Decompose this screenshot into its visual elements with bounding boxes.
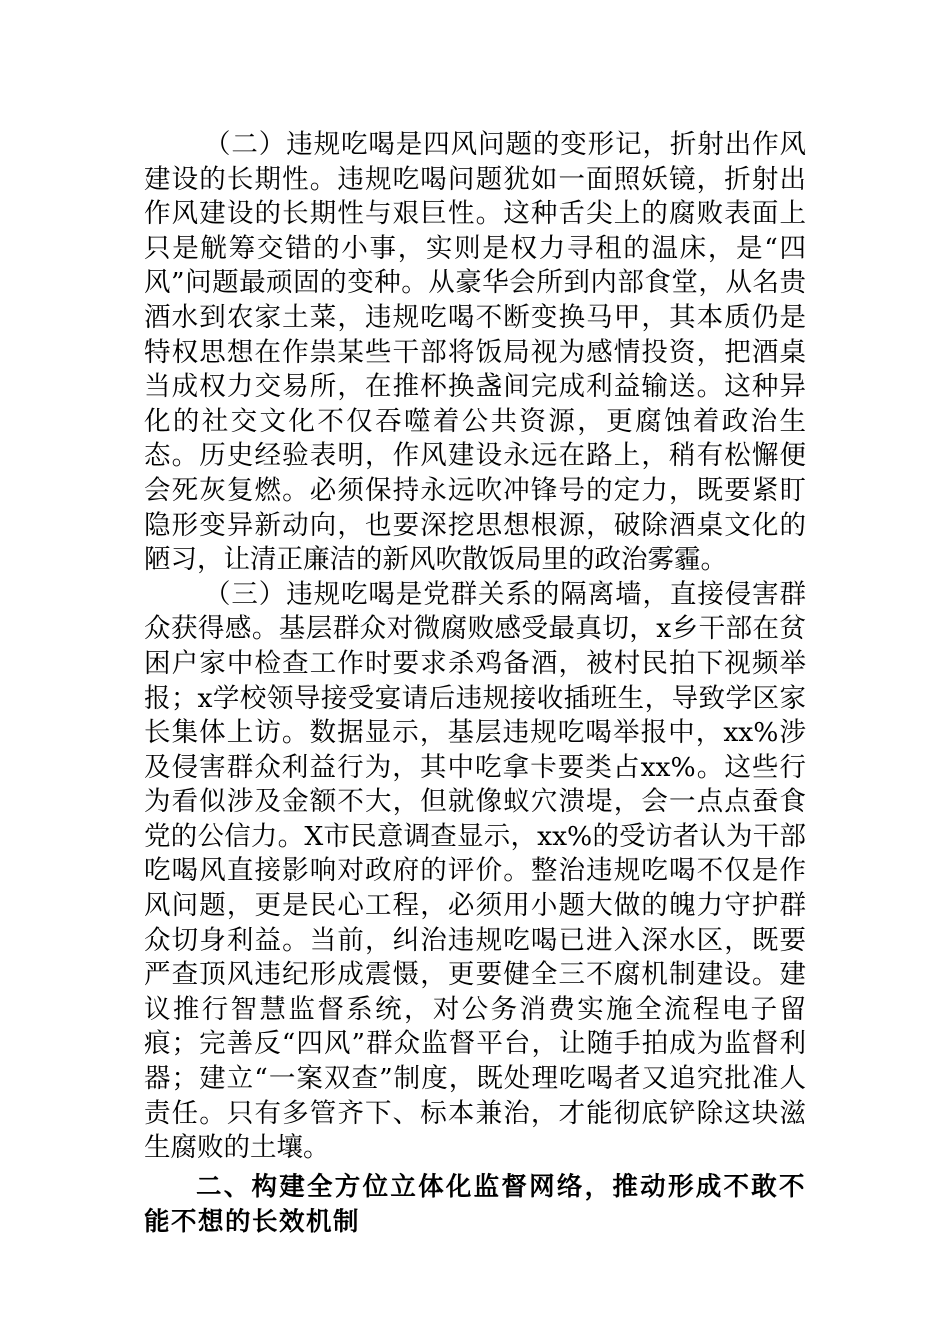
document-page	[144, 128, 806, 1240]
paragraph-section-three: （三）违规吃喝是党群关系的隔离墙，直接侵害群众获得感。基层群众对微腐败感受最真切，x乡干部在贫困户家中检查工作时要求杀鸡备酒，被村民拍下视频举报；x学校领导接受宴请后违规接收插班生，导致学区家长集体上访。数据显示，基层违规吃喝举报中，xx%涉及侵害群众利益行为，其中吃拿卡要类占xx%。这些行为看似涉及金额不大，但就像蚁穴溃堤，会一点点蚕食党的公信力。X市民意调查显示，xx%的受访者认为干部吃喝风直接影响对政府的评价。整治违规吃喝不仅是作风问题，更是民心工程，必须用小题大做的魄力守护群众切身利益。当前，纠治违规吃喝已进入深水区，既要严查顶风违纪形成震慑，更要健全三不腐机制建设。建议推行智慧监督系统，对公务消费实施全流程电子留痕；完善反“四风”群众监督平台，让随手拍成为监督利器；建立“一案双查”制度，既处理吃喝者又追究批准人责任。只有多管齐下、标本兼治，才能彻底铲除这块滋生腐败的土壤。	[144, 578, 806, 1164]
section-heading: 二、构建全方位立体化监督网络，推动形成不敢不能不想的长效机制	[144, 1171, 806, 1237]
paragraph-section-two: （二）违规吃喝是四风问题的变形记，折射出作风建设的长期性。违规吃喝问题犹如一面照妖镜，折射出作风建设的长期性与艰巨性。这种舌尖上的腐败表面上只是觥筹交错的小事，实则是权力寻租的温床，是“四风”问题最顽固的变种。从豪华会所到内部食堂，从名贵酒水到农家土菜，违规吃喝不断变换马甲，其本质仍是特权思想在作祟某些干部将饭局视为感情投资，把酒桌当成权力交易所，在推杯换盏间完成利益输送。这种异化的社交文化不仅吞噬着公共资源，更腐蚀着政治生态。历史经验表明，作风建设永远在路上，稍有松懈便会死灰复燃。必须保持永远吹冲锋号的定力，既要紧盯隐形变异新动向，也要深挖思想根源，破除酒桌文化的陋习，让清正廉洁的新风吹散饭局里的政治雾霾。	[144, 129, 806, 576]
